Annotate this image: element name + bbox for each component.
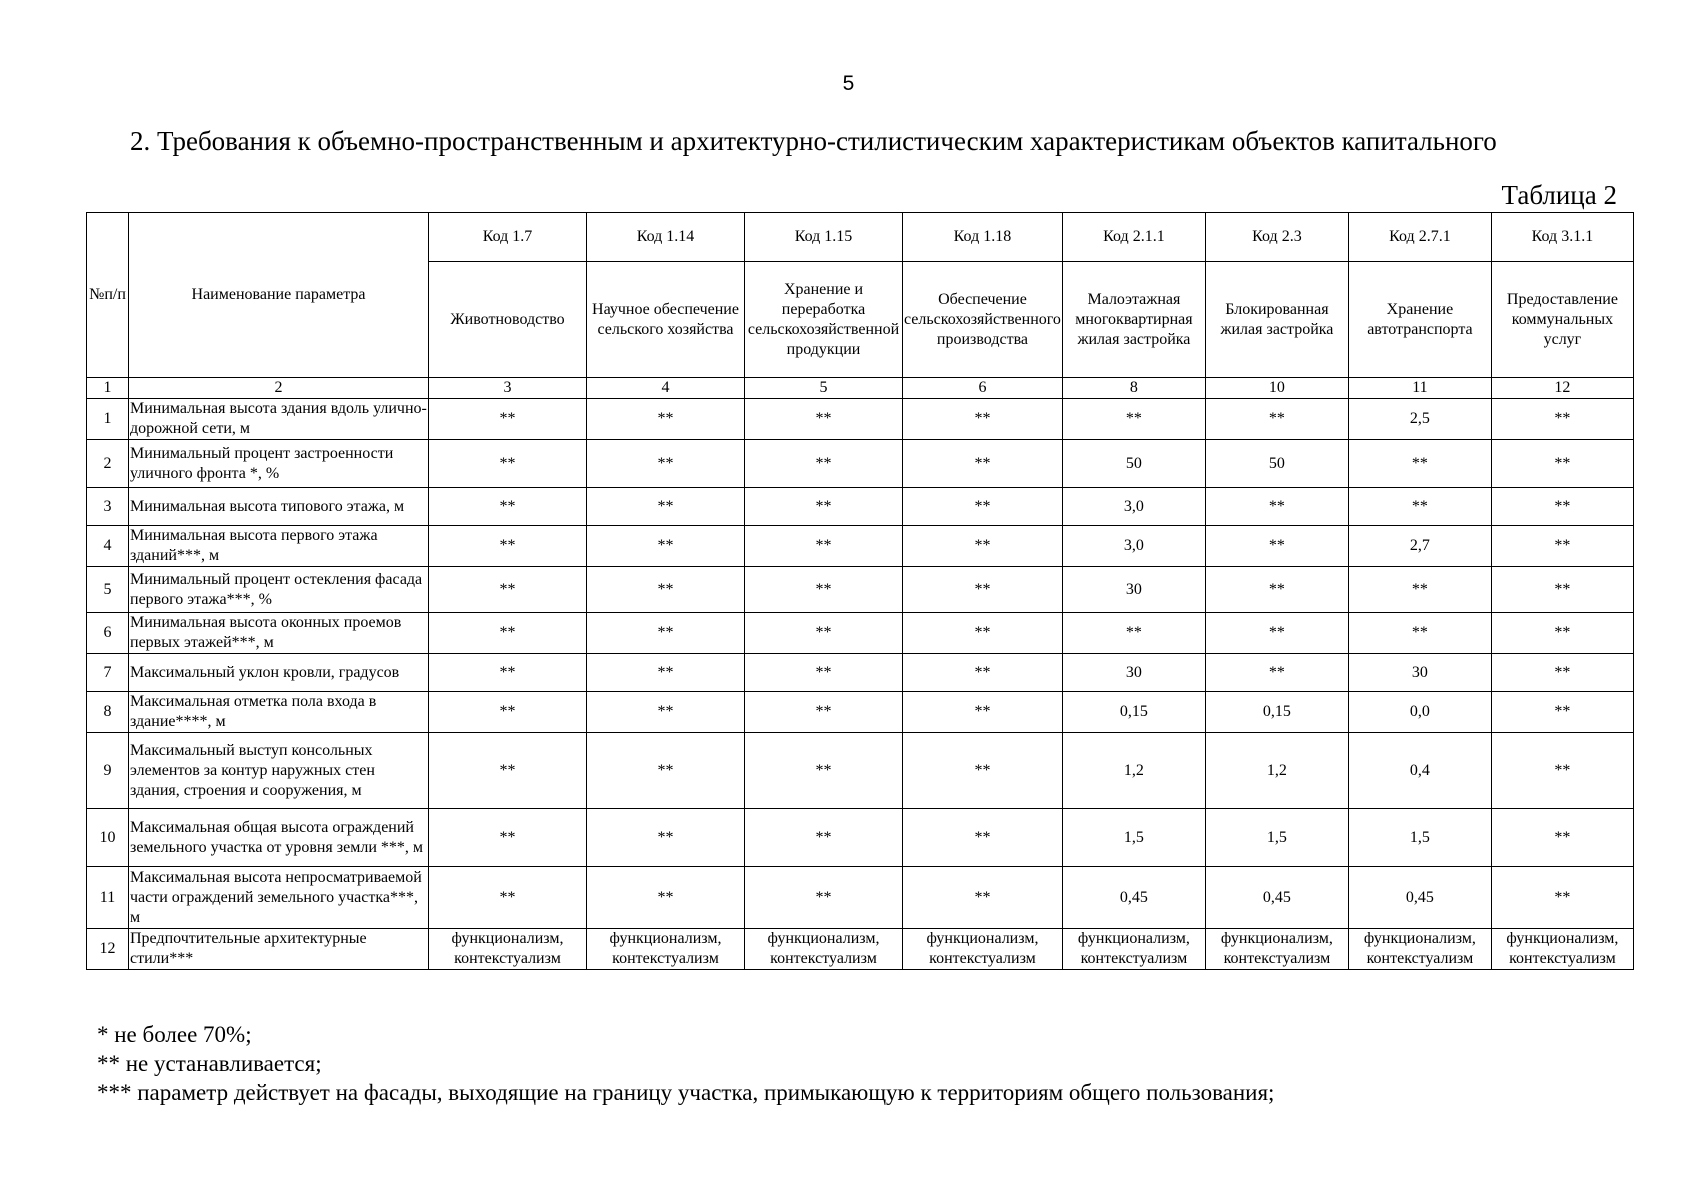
section-title: 2. Требования к объемно-пространственным и архитектурно-стилистическим характеристикам объектов капитального [130,126,1497,156]
parameter-name: Минимальный процент остекления фасада первого этажа***, % [129,567,429,613]
value-cell: ** [587,654,745,692]
table-caption: Таблица 2 [1501,180,1617,210]
value-cell: ** [903,867,1063,929]
table-row [87,567,1634,613]
value-cell: функционализм, контекстуализм [587,929,745,970]
column-code: Код 1.7 [429,213,587,262]
parameter-name: Минимальная высота оконных проемов первых этажей***, м [129,613,429,654]
value-cell: ** [429,692,587,733]
value-cell: ** [1205,654,1348,692]
value-cell: 0,0 [1348,692,1491,733]
value-cell: функционализм, контекстуализм [903,929,1063,970]
row-index: 2 [87,440,129,488]
column-number: 2 [129,378,429,399]
column-name: Предоставление коммунальных услуг [1491,262,1633,378]
column-number: 12 [1491,378,1633,399]
value-cell: ** [1348,567,1491,613]
value-cell: функционализм, контекстуализм [1348,929,1491,970]
value-cell: 30 [1062,654,1205,692]
value-cell: 30 [1348,654,1491,692]
value-cell: ** [587,733,745,809]
value-cell: ** [1491,567,1633,613]
parameter-name: Минимальная высота здания вдоль улично-дорожной сети, м [129,399,429,440]
table-row [87,867,1634,929]
value-cell: ** [1491,488,1633,526]
value-cell: ** [587,692,745,733]
footnote: * не более 70%; [97,1022,252,1047]
table-row [87,399,1634,440]
value-cell: ** [1491,399,1633,440]
table-row [87,654,1634,692]
row-index: 7 [87,654,129,692]
column-number: 10 [1205,378,1348,399]
value-cell: ** [1062,399,1205,440]
value-cell: ** [587,567,745,613]
value-cell: ** [1348,440,1491,488]
value-cell: функционализм, контекстуализм [1491,929,1633,970]
value-cell: ** [1205,526,1348,567]
row-index: 4 [87,526,129,567]
column-code: Код 2.3 [1205,213,1348,262]
column-number: 8 [1062,378,1205,399]
value-cell: ** [429,440,587,488]
value-cell: ** [429,654,587,692]
footnote: ** не устанавливается; [97,1051,322,1076]
value-cell: функционализм, контекстуализм [1062,929,1205,970]
value-cell: ** [429,613,587,654]
index-header: №п/п [87,213,129,378]
footnote: *** параметр действует на фасады, выходящие на границу участка, примыкающую к территориям общего пользования; [97,1080,1275,1105]
value-cell: ** [903,567,1063,613]
value-cell: ** [745,399,903,440]
table-row [87,809,1634,867]
column-number: 1 [87,378,129,399]
column-name: Блокированная жилая застройка [1205,262,1348,378]
value-cell: ** [1491,733,1633,809]
column-number: 3 [429,378,587,399]
footnotes [97,1020,1274,1107]
requirements-table [86,212,1634,970]
row-index: 9 [87,733,129,809]
value-cell: ** [745,567,903,613]
value-cell: 50 [1062,440,1205,488]
value-cell: 1,5 [1062,809,1205,867]
value-cell: 30 [1062,567,1205,613]
value-cell: ** [903,692,1063,733]
value-cell: ** [745,526,903,567]
parameter-name: Максимальный уклон кровли, градусов [129,654,429,692]
column-number-row [87,378,1634,399]
value-cell: ** [429,488,587,526]
value-cell: ** [587,867,745,929]
value-cell: ** [429,399,587,440]
value-cell: 1,5 [1205,809,1348,867]
value-cell: ** [745,488,903,526]
value-cell: ** [587,613,745,654]
value-cell: 0,4 [1348,733,1491,809]
value-cell: ** [1205,613,1348,654]
value-cell: ** [1491,440,1633,488]
table-row [87,440,1634,488]
column-name: Обеспечение сельскохозяйственного производства [903,262,1063,378]
value-cell: функционализм, контекстуализм [429,929,587,970]
page-number: 5 [842,72,855,95]
value-cell: ** [745,440,903,488]
row-index: 3 [87,488,129,526]
value-cell: ** [587,440,745,488]
column-number: 11 [1348,378,1491,399]
column-code: Код 3.1.1 [1491,213,1633,262]
value-cell: 0,15 [1062,692,1205,733]
value-cell: ** [429,733,587,809]
parameter-name: Предпочтительные архитектурные стили*** [129,929,429,970]
table-body [87,378,1634,970]
column-name: Малоэтажная многоквартирная жилая застройка [1062,262,1205,378]
value-cell: 1,2 [1062,733,1205,809]
column-name: Научное обеспечение сельского хозяйства [587,262,745,378]
column-code: Код 2.1.1 [1062,213,1205,262]
value-cell: 0,15 [1205,692,1348,733]
value-cell: ** [1062,613,1205,654]
parameter-name: Максимальный выступ консольных элементов за контур наружных стен здания, строения и сооружения, м [129,733,429,809]
value-cell: функционализм, контекстуализм [745,929,903,970]
value-cell: ** [1348,613,1491,654]
value-cell: 2,5 [1348,399,1491,440]
value-cell: ** [745,733,903,809]
value-cell: ** [1491,692,1633,733]
table-row [87,733,1634,809]
value-cell: ** [429,567,587,613]
column-number: 6 [903,378,1063,399]
value-cell: ** [903,526,1063,567]
table-wrapper [86,212,1634,970]
value-cell: ** [429,867,587,929]
value-cell: ** [745,654,903,692]
value-cell: ** [429,809,587,867]
row-index: 1 [87,399,129,440]
column-code: Код 1.14 [587,213,745,262]
parameter-name: Минимальная высота первого этажа зданий***, м [129,526,429,567]
value-cell: 0,45 [1062,867,1205,929]
value-cell: ** [745,809,903,867]
parameter-name: Максимальная высота непросматриваемой части ограждений земельного участка***, м [129,867,429,929]
value-cell: ** [745,867,903,929]
value-cell: 1,5 [1348,809,1491,867]
row-index: 11 [87,867,129,929]
parameter-name: Максимальная общая высота ограждений земельного участка от уровня земли ***, м [129,809,429,867]
table-row [87,488,1634,526]
column-name: Животноводство [429,262,587,378]
value-cell: ** [1491,654,1633,692]
table-row [87,613,1634,654]
value-cell: 0,45 [1205,867,1348,929]
table-row [87,692,1634,733]
value-cell: 2,7 [1348,526,1491,567]
column-number: 4 [587,378,745,399]
value-cell: ** [1205,567,1348,613]
row-index: 10 [87,809,129,867]
column-code: Код 1.15 [745,213,903,262]
column-code: Код 1.18 [903,213,1063,262]
value-cell: ** [587,488,745,526]
value-cell: ** [903,399,1063,440]
value-cell: 50 [1205,440,1348,488]
value-cell: ** [903,440,1063,488]
column-name: Хранение и переработка сельскохозяйственной продукции [745,262,903,378]
table-row [87,526,1634,567]
value-cell: ** [903,488,1063,526]
value-cell: ** [429,526,587,567]
value-cell: 1,2 [1205,733,1348,809]
value-cell: ** [1491,867,1633,929]
table-row [87,929,1634,970]
code-header-row [87,213,1634,262]
table-head [87,213,1634,378]
value-cell: ** [1491,809,1633,867]
value-cell: ** [903,654,1063,692]
value-cell: ** [903,613,1063,654]
value-cell: ** [587,809,745,867]
param-header: Наименование параметра [129,213,429,378]
parameter-name: Минимальный процент застроенности уличного фронта *, % [129,440,429,488]
column-name: Хранение автотранспорта [1348,262,1491,378]
row-index: 5 [87,567,129,613]
value-cell: 3,0 [1062,488,1205,526]
row-index: 6 [87,613,129,654]
value-cell: ** [587,399,745,440]
row-index: 8 [87,692,129,733]
value-cell: 0,45 [1348,867,1491,929]
column-code: Код 2.7.1 [1348,213,1491,262]
value-cell: ** [745,692,903,733]
value-cell: ** [587,526,745,567]
value-cell: ** [1491,613,1633,654]
value-cell: 3,0 [1062,526,1205,567]
value-cell: функционализм, контекстуализм [1205,929,1348,970]
parameter-name: Минимальная высота типового этажа, м [129,488,429,526]
value-cell: ** [1348,488,1491,526]
value-cell: ** [903,733,1063,809]
value-cell: ** [903,809,1063,867]
parameter-name: Максимальная отметка пола входа в здание****, м [129,692,429,733]
column-number: 5 [745,378,903,399]
row-index: 12 [87,929,129,970]
value-cell: ** [1205,399,1348,440]
value-cell: ** [1205,488,1348,526]
value-cell: ** [745,613,903,654]
value-cell: ** [1491,526,1633,567]
